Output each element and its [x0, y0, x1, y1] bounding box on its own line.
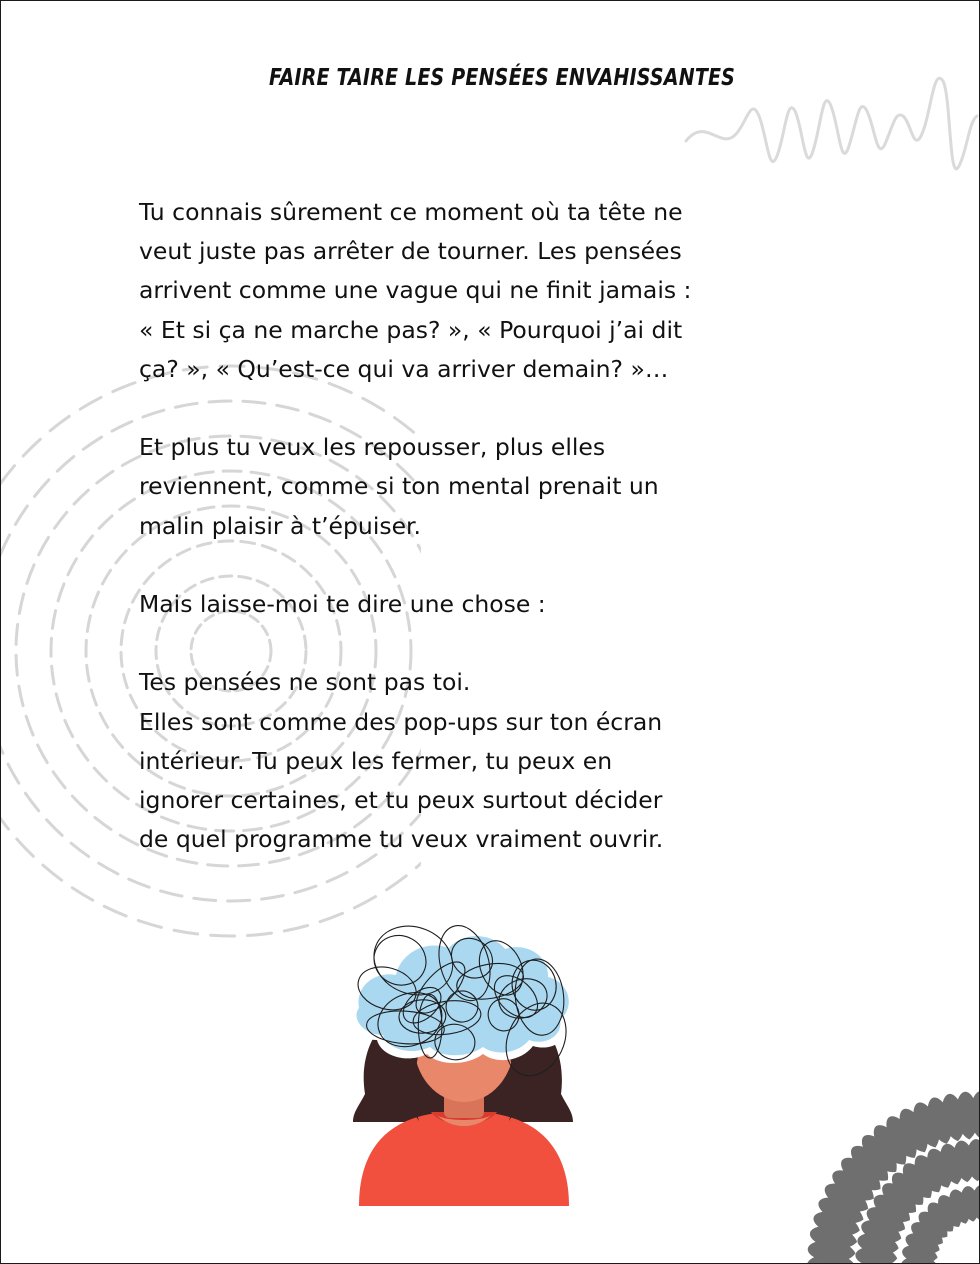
flower-petal [827, 1164, 879, 1208]
flower-petal [815, 1192, 868, 1230]
flower-petal [845, 1140, 895, 1189]
flower-petal [807, 1254, 855, 1264]
flower-petal [820, 1178, 873, 1219]
blank-line [139, 624, 819, 663]
body-line: arrivent comme une vague qui ne finit jamais : [139, 276, 692, 305]
flower-petal [923, 1095, 957, 1147]
page-title: FAIRE TAIRE LES PENSÉES ENVAHISSANTES [269, 65, 736, 91]
body-line: intérieur. Tu peux les fermer, tu peux en [139, 746, 613, 775]
body-line: Tu connais sûrement ce moment où ta tête ne [139, 198, 683, 226]
flower-petal [886, 1167, 930, 1212]
flower-petal [880, 1111, 924, 1163]
body-line: veut juste pas arrêter de tourner. Les pensées [139, 237, 682, 266]
flower-petal [808, 1222, 859, 1252]
woman-tangled-thoughts-icon [341, 916, 586, 1206]
flower-petal [914, 1207, 953, 1244]
body-line: « Et si ça ne marche pas? », « Pourquoi j’ai dit [139, 315, 683, 344]
body-line: de quel programme tu veux vraiment ouvrir. [139, 825, 664, 854]
flower-petal [936, 1141, 968, 1187]
flower-petal [858, 1215, 904, 1248]
flower-petal [863, 1202, 910, 1239]
flower-petal [909, 1151, 948, 1198]
flower-petal [907, 1217, 947, 1251]
flower-petal [945, 1187, 974, 1227]
flower-petal [954, 1091, 980, 1141]
flower-petal [811, 1207, 863, 1241]
blank-line [139, 389, 819, 428]
petal-flower-icon [731, 1031, 980, 1264]
flower-petal [922, 1145, 958, 1192]
flower-petal [855, 1230, 900, 1259]
flower-petal [903, 1229, 943, 1258]
flower-petal [901, 1256, 937, 1264]
flower-petal [867, 1120, 913, 1172]
flower-petal [894, 1104, 935, 1157]
flower-petal [901, 1242, 940, 1264]
flower-petal [958, 1185, 980, 1224]
body-text [139, 193, 819, 859]
body-line: reviennent, comme si ton mental prenait un [139, 472, 659, 501]
blank-line [139, 546, 819, 585]
flower-petal [855, 1245, 899, 1264]
body-line: ça? », « Qu’est-ce qui va arriver demain? »… [139, 354, 669, 383]
flower-petal [938, 1092, 968, 1143]
flower-petal [950, 1139, 977, 1184]
flower-petal [970, 1091, 980, 1139]
body-line: Elles sont comme des pop-ups sur ton écran [139, 707, 663, 736]
body-line: Et plus tu veux les repousser, plus elles [139, 433, 606, 462]
body-line: Tes pensées ne sont pas toi. [139, 668, 471, 697]
flower-petal [933, 1191, 967, 1231]
flower-petal [807, 1238, 857, 1264]
flower-petal [836, 1151, 888, 1197]
flower-petal [877, 1177, 923, 1220]
flower-petal [966, 1139, 980, 1182]
flower-petal [908, 1099, 946, 1152]
flower-petal [897, 1158, 939, 1204]
body-line: malin plaisir à t’épuiser. [139, 511, 422, 540]
flower-petal [923, 1198, 960, 1237]
body-line: ignorer certaines, et tu peux surtout décider [139, 786, 663, 814]
body-line: Mais laisse-moi te dire une chose : [139, 590, 546, 618]
flower-petal [972, 1185, 980, 1221]
flower-petal [869, 1189, 916, 1229]
flower-petal [856, 1129, 905, 1179]
